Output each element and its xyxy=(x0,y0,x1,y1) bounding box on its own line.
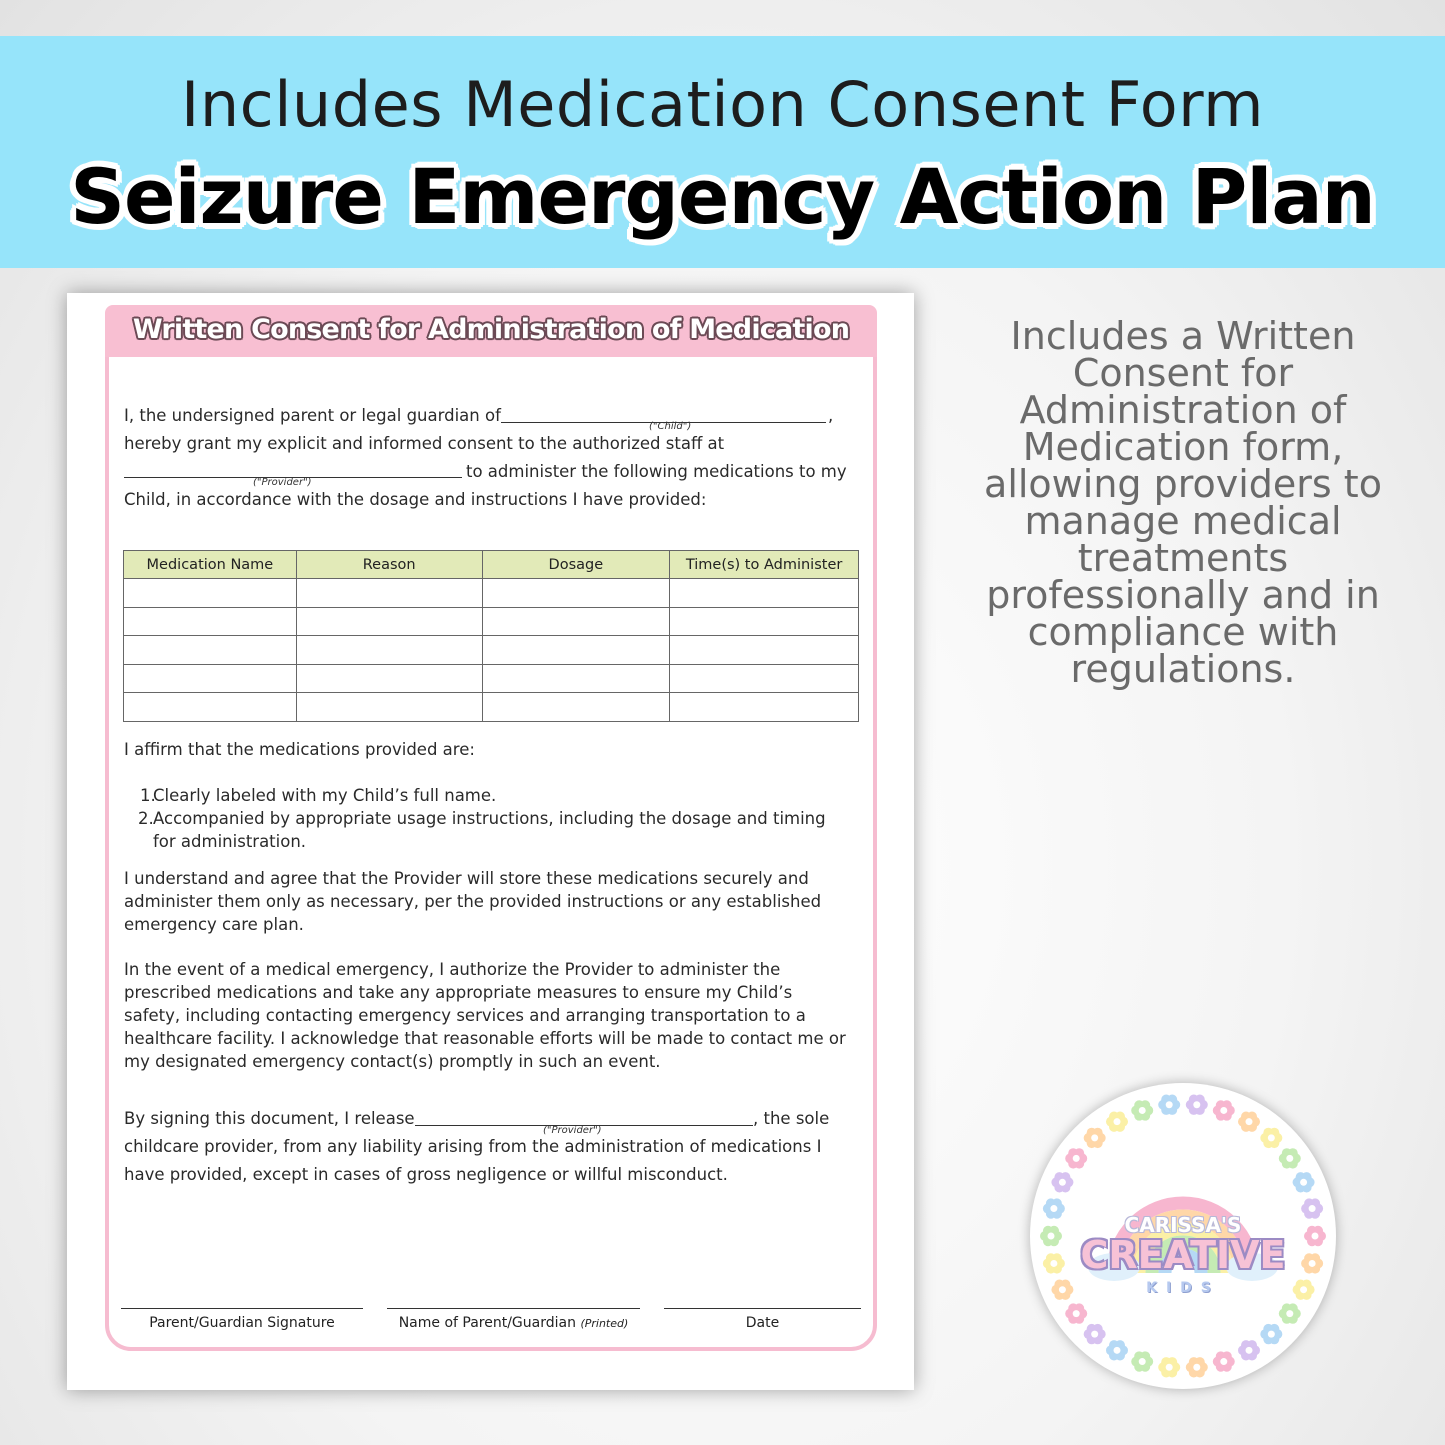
form-header xyxy=(105,305,877,357)
table-cell[interactable] xyxy=(670,579,859,608)
col-medication-name: Medication Name xyxy=(124,551,297,579)
table-cell[interactable] xyxy=(482,636,670,665)
brand-logo xyxy=(1030,1083,1336,1389)
table-cell[interactable] xyxy=(670,664,859,693)
table-cell[interactable] xyxy=(482,693,670,722)
flower-center xyxy=(1091,1331,1098,1338)
release-line1-start: By signing this document, I release xyxy=(124,1109,415,1128)
table-row xyxy=(124,636,859,665)
flower-center xyxy=(1091,1134,1098,1141)
flower-center xyxy=(1268,1331,1275,1338)
flower-center xyxy=(1073,1155,1080,1162)
table-cell[interactable] xyxy=(124,664,297,693)
table-cell[interactable] xyxy=(482,607,670,636)
table-cell[interactable] xyxy=(296,664,482,693)
para1-line3: emergency care plan. xyxy=(124,915,304,934)
flower-center xyxy=(1193,1364,1200,1371)
flower-center xyxy=(1139,1107,1146,1114)
table-row xyxy=(124,664,859,693)
date-label: Date xyxy=(745,1315,780,1331)
table-row xyxy=(124,579,859,608)
release-provider-hint: ("Provider") xyxy=(543,1125,602,1136)
flower-center xyxy=(1220,1358,1227,1365)
printed-name-line[interactable] xyxy=(387,1308,640,1309)
banner-title: Seizure Emergency Action Plan xyxy=(70,152,1375,241)
flower-center xyxy=(1114,1118,1121,1125)
signature-label: Parent/Guardian Signature xyxy=(149,1315,335,1331)
flower-center xyxy=(1220,1107,1227,1114)
intro-line4: Child, in accordance with the dosage and instructions I have provided: xyxy=(124,490,707,509)
provider-hint: ("Provider") xyxy=(253,477,312,488)
flower-center xyxy=(1286,1155,1293,1162)
table-cell[interactable] xyxy=(296,693,482,722)
child-hint: ("Child") xyxy=(649,421,692,432)
flower-center xyxy=(1246,1347,1253,1354)
para2-line2: prescribed medications and take any appropriate measures to ensure my Child’s xyxy=(124,983,793,1002)
list-item-1: Clearly labeled with my Child’s full name. xyxy=(153,786,497,805)
table-cell[interactable] xyxy=(296,579,482,608)
side-description: Includes a Written Consent for Administration of Medication form, allowing providers to manage medical treatments professionally and in compliance with regulations. xyxy=(984,314,1382,691)
form-title: Written Consent for Administration of Medication xyxy=(132,314,850,345)
intro-line1-end: , xyxy=(828,406,834,425)
table-cell[interactable] xyxy=(296,636,482,665)
form-paper xyxy=(67,293,914,1390)
flower-center xyxy=(1050,1205,1057,1212)
printed-name-text: Name of Parent/Guardian xyxy=(398,1315,576,1331)
flower-center xyxy=(1309,1205,1316,1212)
table-cell[interactable] xyxy=(124,636,297,665)
intro-line2: hereby grant my explicit and informed consent to the authorized staff at xyxy=(124,434,725,453)
flower-center xyxy=(1286,1310,1293,1317)
flower-center xyxy=(1114,1347,1121,1354)
table-cell[interactable] xyxy=(124,579,297,608)
logo-line1: CARISSA'S xyxy=(1124,1213,1242,1237)
flower-center xyxy=(1300,1179,1307,1186)
para1-line2: administer them only as necessary, per the provided instructions or any established xyxy=(124,892,822,911)
table-row xyxy=(124,607,859,636)
intro-line1: I, the undersigned parent or legal guardian of xyxy=(124,406,501,425)
list-number-2: 2. xyxy=(138,809,154,828)
intro-line3: to administer the following medications to my xyxy=(466,462,847,481)
release-line3: have provided, except in cases of gross negligence or willful misconduct. xyxy=(124,1165,728,1184)
para2-line1: In the event of a medical emergency, I authorize the Provider to administer the xyxy=(124,960,781,979)
table-cell[interactable] xyxy=(296,607,482,636)
table-cell[interactable] xyxy=(670,636,859,665)
logo-line3: KIDS xyxy=(1146,1280,1220,1296)
flower-center xyxy=(1073,1310,1080,1317)
col-times: Time(s) to Administer xyxy=(670,551,859,579)
flower-center xyxy=(1193,1101,1200,1108)
affirm-text: I affirm that the medications provided are: xyxy=(124,740,475,759)
medication-table xyxy=(123,550,859,722)
flower-center xyxy=(1059,1179,1066,1186)
para2-line4: healthcare facility. I acknowledge that reasonable efforts will be made to contact me or xyxy=(124,1029,846,1048)
table-cell[interactable] xyxy=(670,693,859,722)
table-cell[interactable] xyxy=(124,693,297,722)
signature-line[interactable] xyxy=(121,1308,363,1309)
date-line[interactable] xyxy=(664,1308,861,1309)
flower-center xyxy=(1139,1358,1146,1365)
para2-line3: safety, including contacting emergency services and arranging transportation to a xyxy=(124,1006,806,1025)
list-number-1: 1. xyxy=(140,786,156,805)
table-cell[interactable] xyxy=(124,607,297,636)
table-header-row xyxy=(124,551,859,579)
release-line2: childcare provider, from any liability arising from the administration of medications I xyxy=(124,1137,822,1156)
printed-name-label xyxy=(387,1315,640,1331)
flower-center xyxy=(1166,1101,1173,1108)
table-row xyxy=(124,693,859,722)
table-cell[interactable] xyxy=(482,579,670,608)
col-reason: Reason xyxy=(296,551,482,579)
flower-center xyxy=(1166,1364,1173,1371)
para1-line1: I understand and agree that the Provider will store these medications securely and xyxy=(124,869,809,888)
flower-center xyxy=(1246,1118,1253,1125)
table-cell[interactable] xyxy=(482,664,670,693)
list-item-2-line2: for administration. xyxy=(153,832,307,851)
list-item-2-line1: Accompanied by appropriate usage instructions, including the dosage and timing xyxy=(153,809,826,828)
para2-line5: my designated emergency contact(s) promptly in such an event. xyxy=(124,1052,661,1071)
logo-line2: CREATIVE xyxy=(1080,1233,1286,1277)
col-dosage: Dosage xyxy=(482,551,670,579)
banner-subtitle: Includes Medication Consent Form xyxy=(181,68,1264,141)
table-cell[interactable] xyxy=(670,607,859,636)
release-line1-end: , the sole xyxy=(753,1109,830,1128)
printed-note: (Printed) xyxy=(580,1317,629,1330)
flower-center xyxy=(1268,1134,1275,1141)
